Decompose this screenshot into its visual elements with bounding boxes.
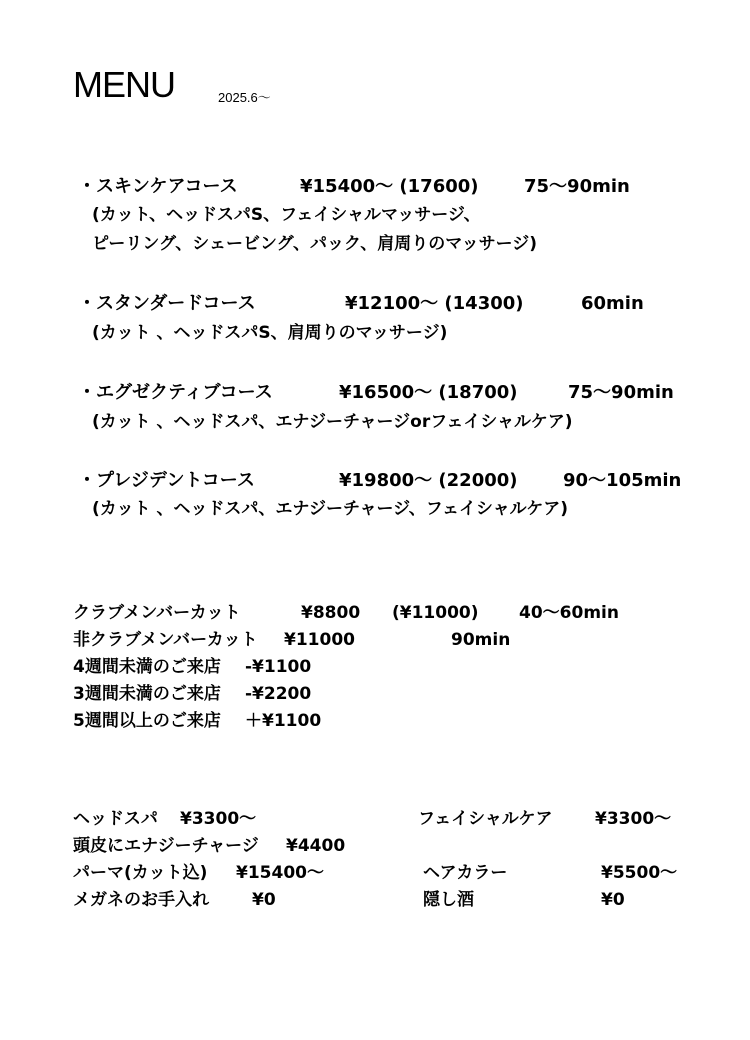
option-energy-charge-name: 頭皮にエナジーチャージ — [73, 836, 259, 856]
option-hidden-sake-name: 隠し酒 — [423, 890, 474, 910]
course-standard-price: ¥12100～ (14300) — [345, 293, 524, 314]
option-energy-charge-price: ¥4400 — [286, 836, 346, 856]
cut-club-member-alt-price: (¥11000) — [392, 603, 479, 623]
visit-under-4-weeks-name: 4週間未満のご来店 — [73, 657, 221, 677]
course-standard-duration: 60min — [581, 293, 644, 314]
cut-club-member-duration: 40～60min — [519, 603, 619, 623]
course-skincare-detail-1: (カット、ヘッドスパS、フェイシャルマッサージ、 — [92, 205, 481, 225]
course-president-name: ・プレジデントコース — [78, 470, 255, 491]
course-skincare-name: ・スキンケアコース — [78, 176, 238, 197]
visit-under-3-weeks-price: -¥2200 — [245, 684, 312, 704]
cut-non-member-price: ¥11000 — [284, 630, 355, 650]
cut-club-member-price: ¥8800 — [301, 603, 361, 623]
option-hidden-sake-price: ¥0 — [601, 890, 625, 910]
course-president-detail-1: (カット 、ヘッドスパ、エナジーチャージ、フェイシャルケア) — [92, 499, 569, 519]
course-skincare-price: ¥15400～ (17600) — [300, 176, 479, 197]
option-hair-color-price: ¥5500～ — [601, 863, 678, 883]
course-executive-duration: 75～90min — [568, 382, 674, 403]
visit-under-4-weeks-price: -¥1100 — [245, 657, 312, 677]
option-hair-color-name: ヘアカラー — [423, 863, 508, 883]
visit-over-5-weeks-name: 5週間以上のご来店 — [73, 711, 221, 731]
course-president-price: ¥19800～ (22000) — [339, 470, 518, 491]
course-skincare-duration: 75～90min — [524, 176, 630, 197]
option-head-spa-price: ¥3300～ — [180, 809, 257, 829]
course-executive-detail-1: (カット 、ヘッドスパ、エナジーチャージorフェイシャルケア) — [92, 412, 573, 432]
visit-over-5-weeks-price: ＋¥1100 — [245, 711, 322, 731]
option-facial-care-name: フェイシャルケア — [418, 809, 553, 829]
cut-non-member-name: 非クラブメンバーカット — [73, 630, 258, 650]
course-president-duration: 90～105min — [563, 470, 682, 491]
option-glasses-care-price: ¥0 — [252, 890, 276, 910]
option-perm-price: ¥15400～ — [236, 863, 324, 883]
option-head-spa-name: ヘッドスパ — [73, 809, 158, 829]
visit-under-3-weeks-name: 3週間未満のご来店 — [73, 684, 221, 704]
option-perm-name: パーマ(カット込) — [73, 863, 208, 883]
course-standard-detail-1: (カット 、ヘッドスパS、肩周りのマッサージ) — [92, 323, 448, 343]
cut-club-member-name: クラブメンバーカット — [73, 603, 241, 623]
course-standard-name: ・スタンダードコース — [78, 293, 256, 314]
page-title: MENU — [73, 64, 175, 105]
course-executive-name: ・エグゼクティブコース — [78, 382, 273, 403]
course-skincare-detail-2: ピーリング、シェービング、パック、肩周りのマッサージ) — [92, 234, 538, 254]
course-executive-price: ¥16500～ (18700) — [339, 382, 518, 403]
option-facial-care-price: ¥3300～ — [595, 809, 672, 829]
menu-date: 2025.6～ — [218, 90, 271, 105]
option-glasses-care-name: メガネのお手入れ — [73, 890, 209, 910]
cut-non-member-duration: 90min — [451, 630, 511, 650]
